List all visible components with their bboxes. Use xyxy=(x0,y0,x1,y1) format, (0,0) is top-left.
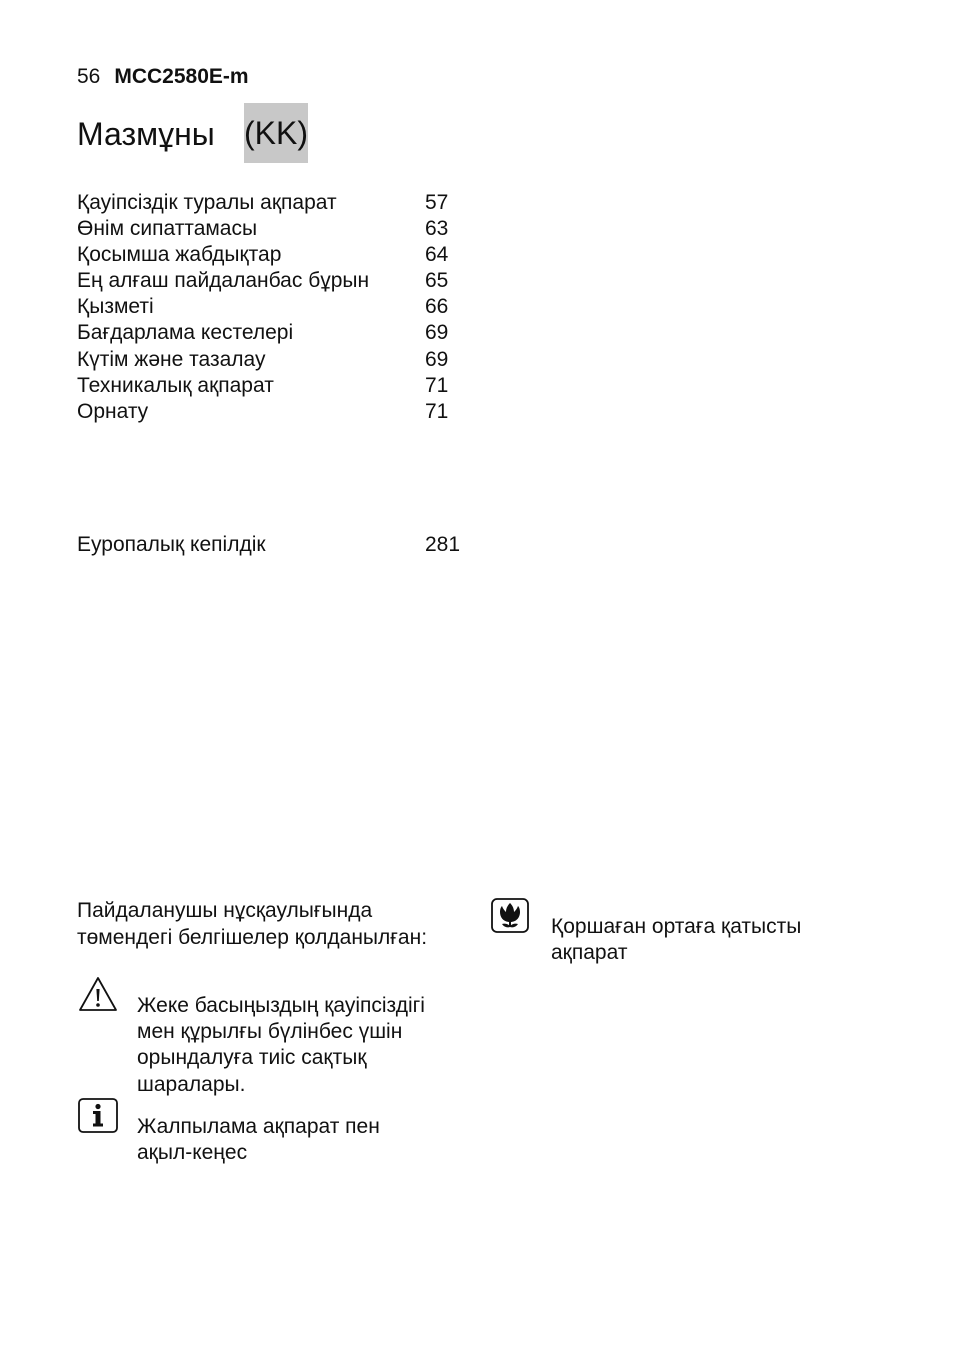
legend-item-info xyxy=(77,1097,437,1177)
legend-item-text xyxy=(551,914,801,966)
toc-entry[interactable] xyxy=(77,242,477,268)
toc-entry-page: 71 xyxy=(425,399,449,423)
warning-triangle-icon xyxy=(77,975,119,1015)
toc-entry-page: 71 xyxy=(425,373,449,397)
environment-flower-icon xyxy=(490,897,532,935)
toc-entry-title: Еуропалық кепілдік xyxy=(77,533,266,556)
legend-text-line: мен құрылғы бүлінбес үшін xyxy=(137,1020,403,1044)
toc-entry-page: 281 xyxy=(425,533,461,556)
toc-entry-warranty[interactable] xyxy=(77,532,477,558)
toc-entry-title: Бағдарлама кестелері xyxy=(77,321,294,345)
toc-entry-title: Техникалық ақпарат xyxy=(77,373,274,397)
toc-entry-page: 66 xyxy=(425,295,449,319)
legend-item-text xyxy=(137,1114,380,1166)
legend-item-text xyxy=(137,993,425,1098)
toc-entry[interactable] xyxy=(77,216,477,242)
contents-title: Мазмұны xyxy=(77,116,215,152)
legend-text-line: ақыл-кеңес xyxy=(137,1141,248,1165)
legend-text-line: Жеке басыңыздың қауіпсіздігі xyxy=(137,994,425,1017)
page-number: 56 xyxy=(77,65,101,88)
model-name: MCC2580E-m xyxy=(114,65,249,88)
toc-entry-title: Қауіпсіздік туралы ақпарат xyxy=(77,191,337,214)
table-of-contents xyxy=(77,190,477,425)
legend-text-line: Жалпылама ақпарат пен xyxy=(137,1115,380,1138)
toc-entry-page: 69 xyxy=(425,347,449,371)
toc-entry-title: Орнату xyxy=(77,399,149,423)
toc-entry-page: 63 xyxy=(425,217,449,241)
contents-title-row xyxy=(77,103,477,163)
legend-text-line: орындалуға тиіс сақтық xyxy=(137,1046,367,1070)
legend-text-line: шаралары. xyxy=(137,1072,246,1096)
info-icon xyxy=(77,1097,119,1135)
legend-item-environment xyxy=(490,897,850,977)
toc-entry[interactable] xyxy=(77,320,477,346)
legend-intro-line: төмендегі белгішелер қолданылған: xyxy=(77,925,428,949)
toc-entry-title: Ең алғаш пайдаланбас бұрын xyxy=(77,269,370,293)
language-badge: (KK) xyxy=(244,103,308,163)
page-header xyxy=(77,64,249,90)
legend-intro xyxy=(77,898,477,951)
toc-entry[interactable] xyxy=(77,347,477,373)
toc-entry[interactable] xyxy=(77,294,477,320)
legend-text-line: Қоршаған ортаға қатысты xyxy=(551,915,802,938)
toc-entry[interactable] xyxy=(77,399,477,425)
toc-entry-page: 57 xyxy=(425,191,449,214)
toc-entry-title: Күтім және тазалау xyxy=(77,347,266,371)
toc-entry[interactable] xyxy=(77,373,477,399)
toc-entry-page: 65 xyxy=(425,269,449,293)
toc-entry-page: 64 xyxy=(425,243,449,267)
toc-entry[interactable] xyxy=(77,190,477,216)
legend-text-line: ақпарат xyxy=(551,941,628,965)
toc-entry[interactable] xyxy=(77,268,477,294)
toc-entry-title: Қызметі xyxy=(77,295,154,319)
toc-entry-page: 69 xyxy=(425,321,449,345)
legend-intro-line: Пайдаланушы нұсқаулығында xyxy=(77,899,373,922)
toc-entry-title: Өнім сипаттамасы xyxy=(77,217,258,241)
toc-entry-title: Қосымша жабдықтар xyxy=(77,243,282,267)
legend-item-safety xyxy=(77,975,437,1105)
